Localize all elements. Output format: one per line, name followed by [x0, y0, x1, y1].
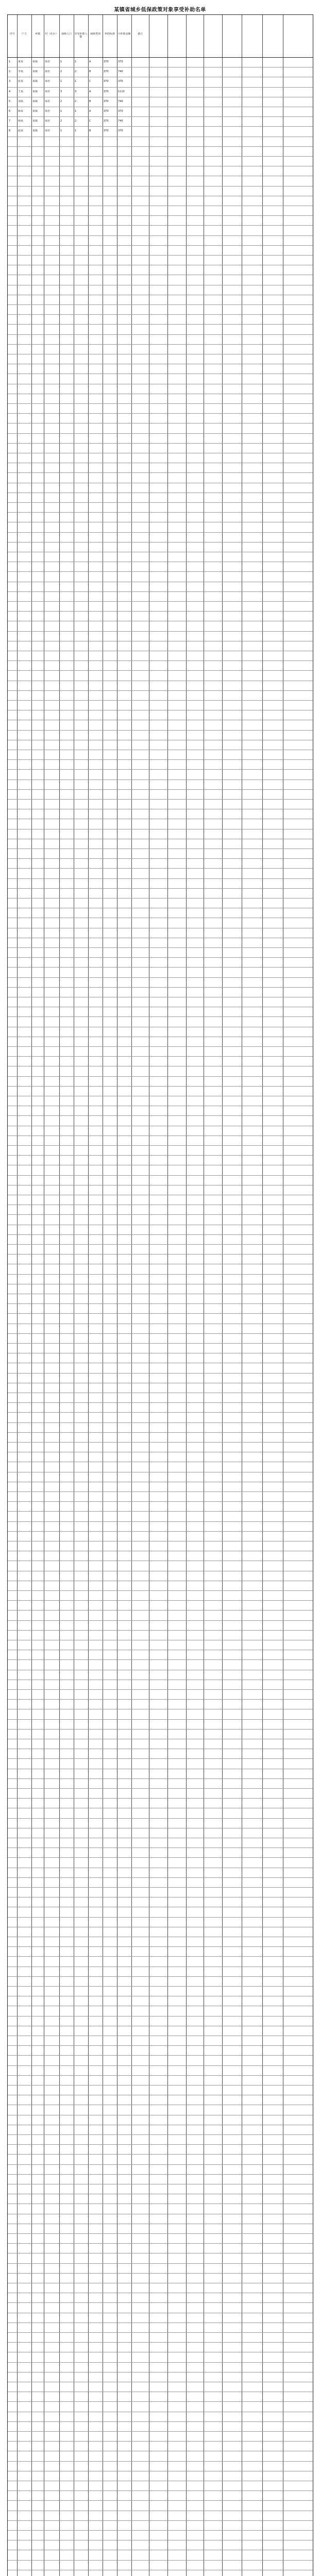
table-cell: 370: [104, 70, 109, 74]
row-divider: [8, 2431, 313, 2432]
row-divider: [8, 730, 313, 731]
table-cell: 370: [104, 80, 109, 83]
row-divider: [8, 1758, 313, 1759]
table-cell: 370: [104, 120, 109, 123]
row-divider: [8, 1115, 313, 1116]
row-divider: [8, 1343, 313, 1344]
row-divider: [8, 1333, 313, 1334]
row-divider: [8, 1798, 313, 1799]
row-divider: [8, 789, 313, 790]
row-divider: [8, 344, 313, 345]
row-divider: [8, 2332, 313, 2333]
table-cell: 740: [118, 120, 123, 123]
row-divider: [8, 1887, 313, 1888]
table-cell: 某村: [45, 120, 50, 123]
row-divider: [8, 304, 313, 305]
row-divider: [8, 2500, 313, 2501]
row-divider: [8, 799, 313, 800]
row-divider: [8, 690, 313, 691]
row-divider: [8, 759, 313, 760]
table-cell: 7: [9, 120, 11, 123]
column-header: 保障类别: [90, 32, 100, 36]
row-divider: [8, 1778, 313, 1779]
table-cell: C: [89, 80, 91, 83]
assistance-table: [7, 14, 313, 2576]
row-divider: [8, 878, 313, 879]
row-divider: [8, 324, 313, 325]
column-divider: [262, 15, 263, 2576]
table-cell: 某镇: [32, 90, 38, 93]
row-divider: [8, 314, 313, 315]
row-divider: [8, 591, 313, 592]
table-cell: 1: [75, 129, 77, 133]
row-divider: [8, 1274, 313, 1275]
row-divider: [8, 156, 313, 157]
table-cell: 370: [118, 60, 123, 63]
row-divider: [8, 1689, 313, 1690]
table-cell: 某镇: [32, 129, 38, 133]
table-cell: A: [89, 60, 91, 63]
row-divider: [8, 868, 313, 869]
column-divider: [17, 15, 18, 2576]
row-divider: [8, 987, 313, 988]
column-header: 备注: [137, 32, 143, 36]
row-divider: [8, 1145, 313, 1146]
row-divider: [8, 1422, 313, 1423]
table-cell: 张某: [18, 80, 24, 83]
row-divider: [8, 2134, 313, 2135]
table-cell: 某村: [45, 90, 50, 93]
row-divider: [8, 670, 313, 671]
row-divider: [8, 532, 313, 533]
table-cell: B: [89, 129, 91, 133]
column-header: 序号: [9, 32, 15, 36]
table-cell: 370: [104, 90, 109, 93]
row-divider: [8, 502, 313, 503]
table-cell: 赵某: [18, 129, 24, 133]
row-divider: [8, 413, 313, 414]
row-divider: [8, 2461, 313, 2462]
row-divider: [8, 1818, 313, 1819]
table-cell: 740: [118, 99, 123, 103]
table-cell: 某村: [45, 70, 50, 74]
column-header: 乡镇: [35, 32, 40, 36]
row-divider: [8, 2342, 313, 2343]
row-divider: [8, 1620, 313, 1621]
table-cell: 2: [75, 70, 77, 74]
row-divider: [8, 2421, 313, 2422]
table-cell: 某镇: [32, 70, 38, 74]
row-divider: [8, 1946, 313, 1947]
row-divider: [8, 2174, 313, 2175]
row-divider: [8, 255, 313, 256]
table-cell: 某村: [45, 80, 50, 83]
column-divider: [167, 15, 168, 2576]
row-divider: [8, 2144, 313, 2145]
row-divider: [8, 1501, 313, 1502]
row-divider: [8, 2263, 313, 2264]
row-divider: [8, 2065, 313, 2066]
page-title: 某镇省城乡低保政策对象享受补助名单: [114, 7, 206, 13]
row-divider: [8, 1630, 313, 1631]
row-divider: [8, 2490, 313, 2491]
row-divider: [8, 2560, 313, 2561]
row-divider: [8, 433, 313, 434]
table-cell: A: [89, 90, 91, 93]
column-divider: [88, 15, 89, 2576]
row-divider: [8, 2401, 313, 2402]
row-divider: [8, 1234, 313, 1235]
row-divider: [8, 512, 313, 513]
row-divider: [8, 1214, 313, 1215]
row-divider: [8, 967, 313, 968]
column-divider: [59, 15, 60, 2576]
row-divider: [8, 1857, 313, 1858]
row-divider: [8, 898, 313, 899]
table-cell: 3: [60, 90, 62, 93]
table-cell: B: [89, 70, 91, 74]
row-divider: [8, 769, 313, 770]
column-header: 户主: [21, 32, 27, 36]
table-cell: 某村: [45, 129, 50, 133]
row-divider: [8, 472, 313, 473]
column-header: 补助标准: [104, 32, 115, 36]
table-cell: 2: [75, 120, 77, 123]
row-divider: [8, 542, 313, 543]
column-header: 村（社区）: [45, 32, 58, 36]
row-divider: [8, 116, 313, 117]
table-cell: 370: [104, 60, 109, 63]
column-header: 保障人口: [61, 32, 72, 36]
table-cell: 1: [75, 80, 77, 83]
row-divider: [8, 1590, 313, 1591]
table-cell: 3: [75, 90, 77, 93]
table-cell: 370: [118, 110, 123, 113]
table-cell: A: [89, 110, 91, 113]
row-divider: [8, 779, 313, 780]
table-cell: 370: [104, 129, 109, 133]
row-divider: [8, 631, 313, 632]
table-cell: 370: [118, 80, 123, 83]
row-divider: [8, 235, 313, 236]
table-cell: B: [89, 99, 91, 103]
table-cell: 5: [9, 99, 11, 103]
row-divider: [8, 1610, 313, 1611]
table-cell: 刘某: [18, 99, 24, 103]
column-divider: [31, 15, 32, 2576]
table-cell: 李某: [18, 70, 24, 74]
row-divider: [8, 1244, 313, 1245]
table-cell: 2: [9, 70, 11, 74]
row-divider: [8, 1373, 313, 1374]
row-divider: [8, 1056, 313, 1057]
table-cell: 4: [9, 90, 11, 93]
table-cell: 黄某: [18, 60, 24, 63]
table-cell: 1: [60, 80, 62, 83]
row-divider: [8, 225, 313, 226]
row-divider: [8, 1442, 313, 1443]
row-divider: [8, 1531, 313, 1532]
table-cell: 1: [60, 60, 62, 63]
row-divider: [8, 2520, 313, 2521]
row-divider: [8, 2085, 313, 2086]
row-divider: [8, 87, 313, 88]
table-cell: 1: [9, 60, 11, 63]
row-divider: [8, 2055, 313, 2056]
row-divider: [8, 601, 313, 602]
row-divider: [8, 2362, 313, 2363]
table-cell: 陈某: [18, 110, 24, 113]
row-divider: [8, 700, 313, 701]
row-divider: [8, 1917, 313, 1918]
row-divider: [8, 2164, 313, 2165]
row-divider: [8, 1699, 313, 1700]
row-divider: [8, 1175, 313, 1176]
row-divider: [8, 1155, 313, 1156]
row-divider: [8, 403, 313, 404]
column-divider: [222, 15, 223, 2576]
row-divider: [8, 2075, 313, 2076]
column-divider: [186, 15, 187, 2576]
table-cell: 1: [60, 110, 62, 113]
row-divider: [8, 611, 313, 612]
row-divider: [8, 215, 313, 216]
row-divider: [8, 245, 313, 246]
row-divider: [8, 1412, 313, 1413]
row-divider: [8, 2154, 313, 2155]
table-cell: 6: [9, 110, 11, 113]
table-cell: 740: [118, 70, 123, 74]
row-divider: [8, 2233, 313, 2234]
row-divider: [8, 571, 313, 572]
row-divider: [8, 1086, 313, 1087]
row-divider: [8, 2045, 313, 2046]
column-divider: [131, 15, 132, 2576]
table-cell: 2: [60, 120, 62, 123]
row-divider: [8, 2441, 313, 2442]
table-cell: 某村: [45, 110, 50, 113]
row-divider: [8, 1254, 313, 1255]
row-divider: [8, 146, 313, 147]
table-cell: 2: [60, 70, 62, 74]
table-cell: 370: [104, 99, 109, 103]
row-divider: [8, 2530, 313, 2531]
row-divider: [8, 1303, 313, 1304]
table-cell: 某镇: [32, 80, 38, 83]
table-cell: 某镇: [32, 120, 38, 123]
row-divider: [8, 1877, 313, 1878]
table-cell: 杨某: [18, 120, 24, 123]
row-divider: [8, 947, 313, 948]
row-divider: [8, 1511, 313, 1512]
table-cell: 3: [9, 80, 11, 83]
row-divider: [8, 858, 313, 859]
table-cell: 王某: [18, 90, 24, 93]
row-divider: [8, 888, 313, 889]
column-header: 月补助金额: [117, 32, 131, 36]
row-divider: [8, 1729, 313, 1730]
row-divider: [8, 1432, 313, 1433]
table-cell: 2: [75, 99, 77, 103]
row-divider: [8, 2243, 313, 2244]
table-cell: 2: [60, 99, 62, 103]
row-divider: [8, 1313, 313, 1314]
row-divider: [8, 2302, 313, 2303]
table-cell: 某镇: [32, 110, 38, 113]
table-cell: 8: [9, 129, 11, 133]
row-divider: [8, 1600, 313, 1601]
row-divider: [8, 1719, 313, 1720]
table-cell: 某村: [45, 99, 50, 103]
table-cell: 某镇: [32, 60, 38, 63]
row-divider: [8, 1659, 313, 1660]
table-cell: 某镇: [32, 99, 38, 103]
table-cell: 1: [75, 60, 77, 63]
header-divider: [8, 57, 313, 58]
row-divider: [8, 957, 313, 958]
table-cell: 1110: [118, 90, 125, 93]
row-divider: [8, 334, 313, 335]
row-divider: [8, 1046, 313, 1047]
table-cell: C: [89, 120, 91, 123]
table-cell: 某村: [45, 60, 50, 63]
row-divider: [8, 1986, 313, 1987]
column-header: 享受补助人数: [74, 32, 88, 39]
table-cell: 1: [75, 110, 77, 113]
row-divider: [8, 1076, 313, 1077]
table-cell: 1: [60, 129, 62, 133]
row-divider: [8, 2273, 313, 2274]
row-divider: [8, 186, 313, 187]
row-divider: [8, 1402, 313, 1403]
row-divider: [8, 1956, 313, 1957]
table-cell: 370: [104, 110, 109, 113]
table-cell: 370: [118, 129, 123, 133]
row-divider: [8, 660, 313, 661]
row-divider: [8, 1521, 313, 1522]
row-divider: [8, 443, 313, 444]
row-divider: [8, 1976, 313, 1977]
row-divider: [8, 126, 313, 127]
row-divider: [8, 977, 313, 978]
row-divider: [8, 1016, 313, 1017]
row-divider: [8, 1788, 313, 1789]
